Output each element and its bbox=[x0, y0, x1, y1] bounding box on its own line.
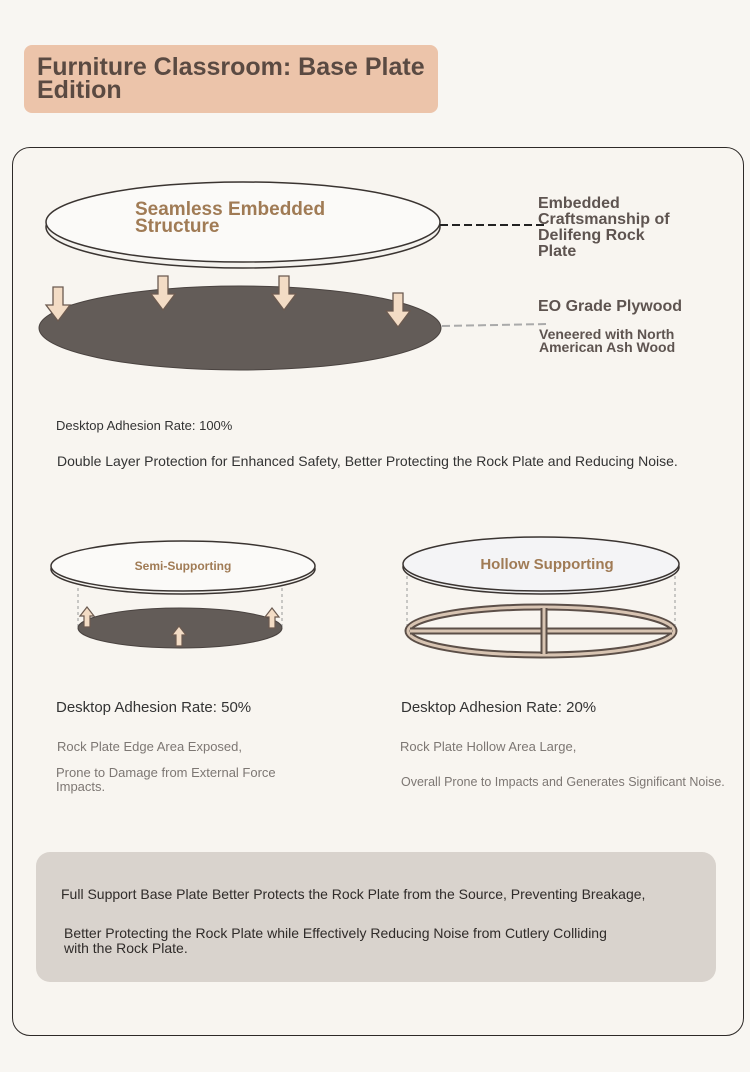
hollow-line2: Overall Prone to Impacts and Generates Significant Noise. bbox=[401, 775, 725, 789]
leader-line-plywood bbox=[442, 324, 548, 326]
plate-label-semi: Semi-Supporting bbox=[134, 559, 232, 573]
label-veneer: Veneered with North American Ash Wood bbox=[539, 326, 676, 355]
rate-100: Desktop Adhesion Rate: 100% bbox=[56, 418, 233, 433]
label-plywood: EO Grade Plywood bbox=[538, 298, 683, 315]
full-support-description: Double Layer Protection for Enhanced Safety, Better Protecting the Rock Plate and Reducing Noise. bbox=[57, 453, 678, 469]
hollow-line1: Rock Plate Hollow Area Large, bbox=[400, 739, 577, 754]
semi-line2: Prone to Damage from External Force Impacts. bbox=[56, 765, 276, 794]
plywood-layer bbox=[39, 286, 441, 370]
plate-label-seamless: Seamless Embedded Structure bbox=[135, 199, 326, 237]
summary-line2: Better Protecting the Rock Plate while Effectively Reducing Noise from Cutlery Colliding with the Rock Plate. bbox=[64, 925, 607, 956]
label-rock-plate: Embedded Craftsmanship of Delifeng Rock Plate bbox=[538, 195, 670, 260]
semi-supporting-diagram bbox=[40, 530, 330, 660]
semi-line1: Rock Plate Edge Area Exposed, bbox=[57, 739, 243, 754]
summary-box bbox=[36, 852, 716, 982]
hollow-supporting-diagram bbox=[395, 530, 695, 670]
page-title: Furniture Classroom: Base Plate Edition bbox=[37, 53, 425, 104]
plate-label-hollow: Hollow Supporting bbox=[480, 556, 614, 573]
rate-50: Desktop Adhesion Rate: 50% bbox=[56, 699, 252, 716]
rate-20: Desktop Adhesion Rate: 20% bbox=[401, 699, 597, 716]
summary-line1: Full Support Base Plate Better Protects the Rock Plate from the Source, Preventing Breakage, bbox=[61, 886, 646, 902]
